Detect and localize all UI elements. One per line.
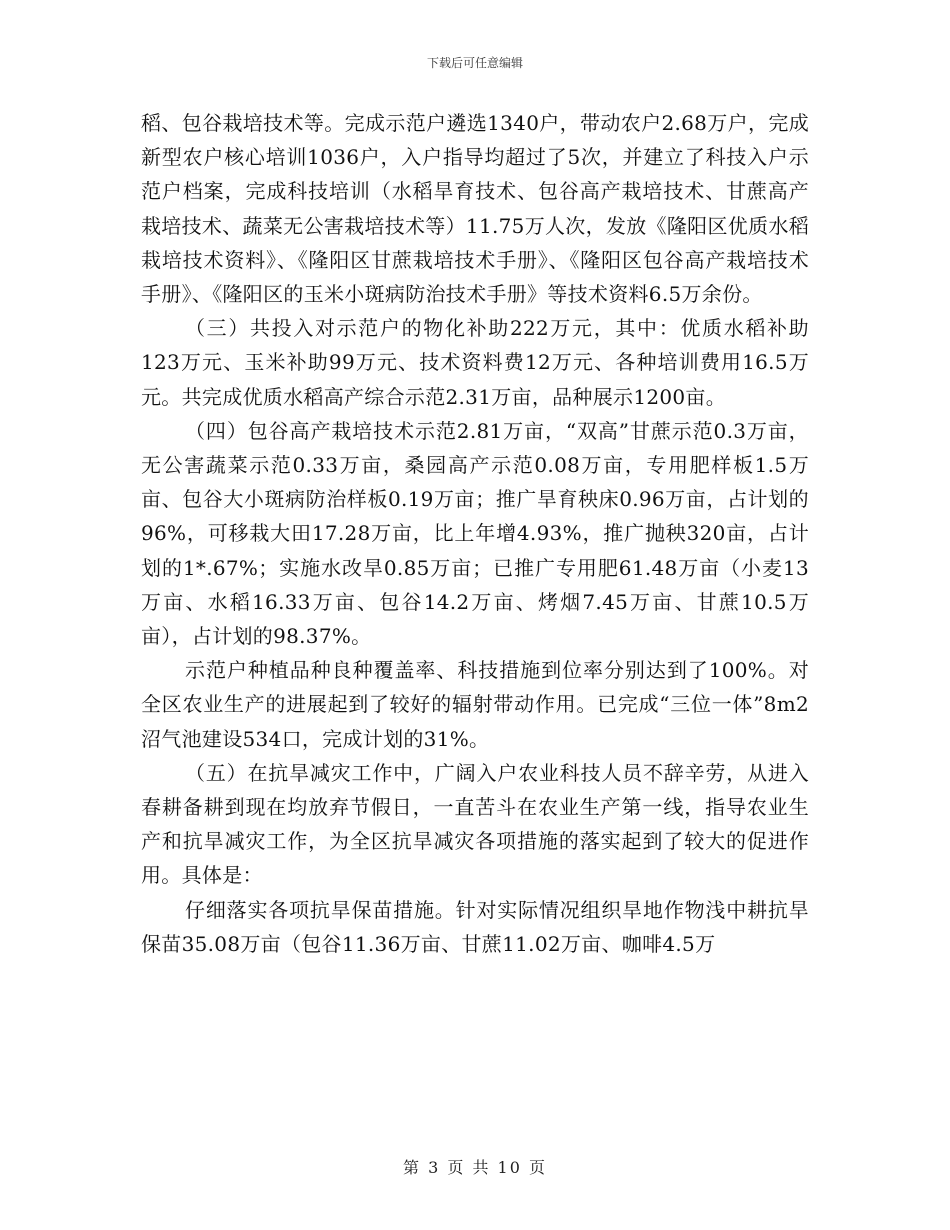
page-header: 下载后可任意编辑 xyxy=(426,56,523,70)
paragraph-2: （三）共投入对示范户的物化补助222万元，其中：优质水稻补助123万元、玉米补助99万元、技术资料费12万元、各种培训费用16.5万元。共完成优质水稻高产综合示范2.31万亩，品种展示1200亩。 xyxy=(141,316,809,409)
page-number-footer: 第 3 页 共 10 页 xyxy=(403,1158,547,1177)
paragraph-1: 稻、包谷栽培技术等。完成示范户遴选1340户，带动农户2.68万户，完成新型农户核心培训1036户，入户指导均超过了5次，并建立了科技入户示范户档案，完成科技培训（水稻旱育技术、包谷高产栽培技术、甘蔗高产栽培技术、蔬菜无公害栽培技术等）11.75万人次，发放《隆阳区优质水稻栽培技术资料》、《隆阳区甘蔗栽培技术手册》、《隆阳区包谷高产栽培技术手册》、《隆阳区的玉米小斑病防治技术手册》等技术资料6.5万余份。 xyxy=(141,111,809,307)
document-body xyxy=(141,106,809,961)
paragraph-5: （五）在抗旱减灾工作中，广阔入户农业科技人员不辞辛劳，从进入春耕备耕到现在均放弃节假日，一直苦斗在农业生产第一线，指导农业生产和抗旱减灾工作，为全区抗旱减灾各项措施的落实起到了较大的促进作用。具体是： xyxy=(141,760,809,888)
paragraph-4: 示范户种植品种良种覆盖率、科技措施到位率分别达到了100%。对全区农业生产的进展起到了较好的辐射带动作用。已完成“三位一体”8m2沼气池建设534口，完成计划的31%。 xyxy=(141,658,809,751)
paragraph-3: （四）包谷高产栽培技术示范2.81万亩，“双高”甘蔗示范0.3万亩，无公害蔬菜示范0.33万亩，桑园高产示范0.08万亩，专用肥样板1.5万亩、包谷大小斑病防治样板0.19万亩；推广旱育秧床0.96万亩，占计划的96%，可移栽大田17.28万亩，比上年增4.93%，推广抛秧320亩，占计划的1*.67%；实施水改旱0.85万亩；已推广专用肥61.48万亩（小麦13万亩、水稻16.33万亩、包谷14.2万亩、烤烟7.45万亩、甘蔗10.5万亩），占计划的98.37%。 xyxy=(141,418,809,649)
paragraph-6: 仔细落实各项抗旱保苗措施。针对实际情况组织旱地作物浅中耕抗旱保苗35.08万亩（包谷11.36万亩、甘蔗11.02万亩、咖啡4.5万 xyxy=(141,897,809,956)
